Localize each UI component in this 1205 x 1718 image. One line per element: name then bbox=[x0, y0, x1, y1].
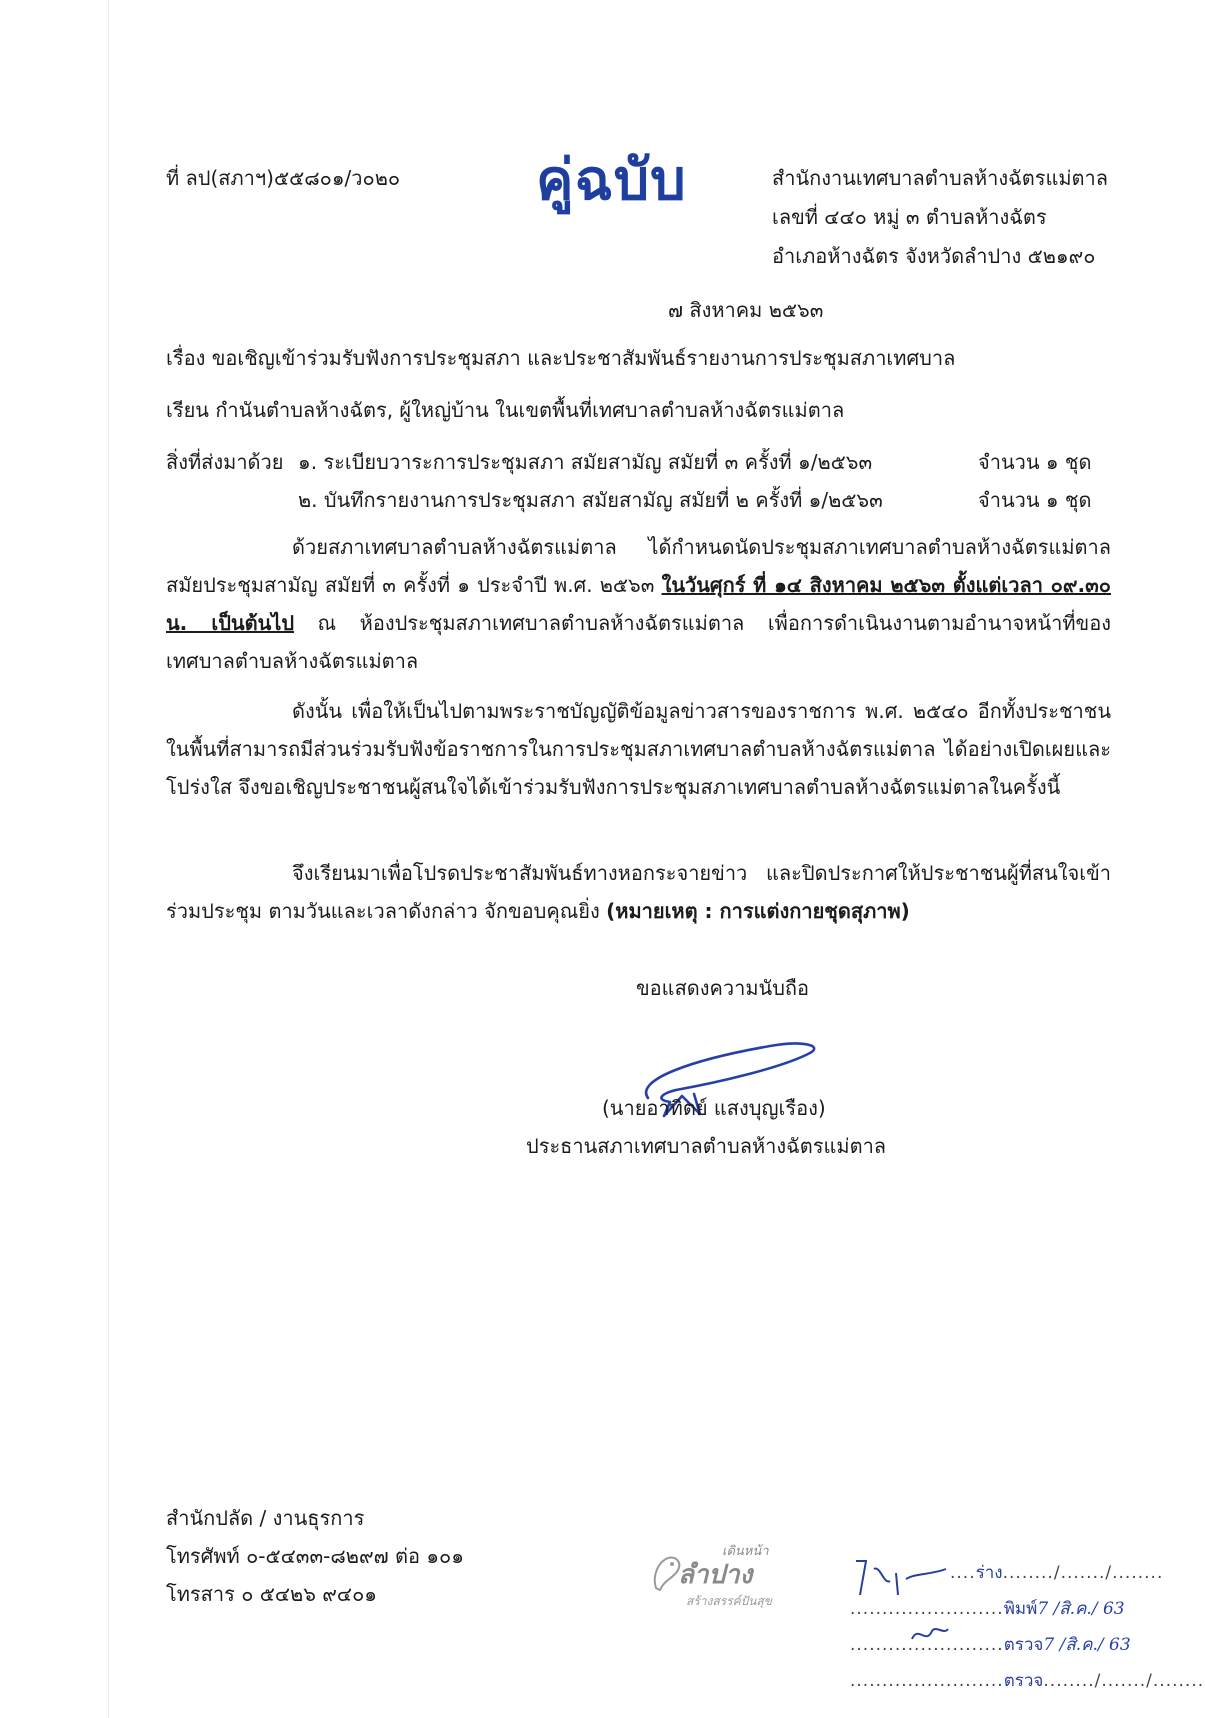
enclosure-qty-1: จำนวน ๑ ชุด bbox=[978, 450, 1092, 474]
initials-label-checked-2: ตรวจ bbox=[1003, 1671, 1044, 1691]
lampang-logo bbox=[650, 1540, 795, 1610]
scan-fold-line bbox=[108, 0, 109, 1718]
initials-value-checked-1: 7 /สิ.ค./ 63 bbox=[1043, 1635, 1131, 1655]
initials-row-draft: ....ร่าง......../......./........ bbox=[950, 1563, 1164, 1583]
closing-text: ขอแสดงความนับถือ bbox=[636, 976, 810, 1000]
recipient-line: เรียน กำนันตำบลห้างฉัตร, ผู้ใหญ่บ้าน ในเขตพื้นที่เทศบาลตำบลห้างฉัตรแม่ตาล bbox=[166, 398, 845, 422]
initial-scribble bbox=[850, 1555, 960, 1599]
initials-label-checked-1: ตรวจ bbox=[1003, 1635, 1044, 1655]
initials-label-typed: พิมพ์ bbox=[1003, 1599, 1038, 1619]
body-paragraph-2-text: ดังนั้น เพื่อให้เป็นไปตามพระราชบัญญัติข้อมูลข่าวสารของราชการ พ.ศ. ๒๕๔๐ อีกทั้งประชาชนในพื้นที่สามารถมีส่วนร่วมรับฟังข้อราชการในการประชุมสภาเทศบาลตำบลห้างฉัตรแม่ตาล ได้อย่างเปิดเผยและโปร่งใส จึงขอเชิญประชาชนผู้สนใจได้เข้าร่วมรับฟังการประชุมสภาเทศบาลตำบลห้างฉัตรแม่ตาลในครั้งนี้ bbox=[166, 699, 1111, 799]
initials-row-checked-1: ........................ตรวจ7 /สิ.ค./ 63 bbox=[850, 1635, 1131, 1655]
body-paragraph-1-text: ด้วยสภาเทศบาลตำบลห้างฉัตรแม่ตาล ได้กำหนดนัดประชุมสภาเทศบาลตำบลห้างฉัตรแม่ตาล สมัยประชุมสามัญ สมัยที่ ๓ ครั้งที่ ๑ ประจำปี พ.ศ. ๒๕๖๓ bbox=[166, 535, 1111, 597]
dress-code-note: (หมายเหตุ : การแต่งกายชุดสุภาพ) bbox=[606, 899, 910, 923]
office-line-1: สำนักงานเทศบาลตำบลห้างฉัตรแม่ตาล bbox=[772, 166, 1109, 190]
footer-fax: โทรสาร ๐ ๕๔๒๖ ๙๔๐๑ bbox=[166, 1582, 377, 1606]
office-line-3: อำเภอห้างฉัตร จังหวัดลำปาง ๕๒๑๙๐ bbox=[772, 244, 1096, 268]
body-paragraph-1 bbox=[166, 528, 1111, 680]
signer-title: ประธานสภาเทศบาลตำบลห้างฉัตรแม่ตาล bbox=[526, 1134, 887, 1158]
copy-stamp: คู่ฉบับ bbox=[536, 147, 687, 213]
letter-date: ๗ สิงหาคม ๒๕๖๓ bbox=[668, 298, 824, 322]
enclosures-label: สิ่งที่ส่งมาด้วย bbox=[166, 450, 284, 474]
initials-label-draft: ร่าง bbox=[975, 1563, 1003, 1583]
initials-row-typed: ........................พิมพ์7 /สิ.ค./ 63 bbox=[850, 1599, 1125, 1619]
logo-top-text: เดินหน้า bbox=[722, 1544, 769, 1559]
body-paragraph-1-text-end: ณ ห้องประชุมสภาเทศบาลตำบลห้างฉัตรแม่ตาล เพื่อการดำเนินงานตามอำนาจหน้าที่ของเทศบาลตำบลห้างฉัตรแม่ตาล bbox=[166, 611, 1111, 673]
enclosure-item-2: ๒. บันทึกรายงานการประชุมสภา สมัยสามัญ สมัยที่ ๒ ครั้งที่ ๑/๒๕๖๓ bbox=[298, 488, 883, 512]
body-paragraph-3 bbox=[166, 854, 1111, 930]
footer-phone: โทรศัพท์ ๐-๕๔๓๓-๘๒๙๗ ต่อ ๑๐๑ bbox=[166, 1544, 464, 1568]
reference-number: ที่ ลป(สภาฯ)๕๕๘๐๑/ว๐๒๐ bbox=[166, 166, 401, 190]
office-line-2: เลขที่ ๔๔๐ หมู่ ๓ ตำบลห้างฉัตร bbox=[772, 205, 1047, 229]
body-paragraph-3-text: จึงเรียนมาเพื่อโปรดประชาสัมพันธ์ทางหอกระจายข่าว และปิดประกาศให้ประชาชนผู้ที่สนใจเข้าร่วมประชุม ตามวันและเวลาดังกล่าว จักขอบคุณยิ่ง bbox=[166, 861, 1111, 923]
logo-bottom-text: สร้างสรรค์ปันสุข bbox=[686, 1594, 772, 1608]
logo-main-text: ลำปาง bbox=[678, 1560, 753, 1590]
approval-initials-block bbox=[850, 1555, 1205, 1705]
enclosure-qty-2: จำนวน ๑ ชุด bbox=[978, 488, 1092, 512]
enclosure-item-1: ๑. ระเบียบวาระการประชุมสภา สมัยสามัญ สมัยที่ ๓ ครั้งที่ ๑/๒๕๖๓ bbox=[298, 450, 873, 474]
initials-value-draft: ......../......./........ bbox=[1002, 1563, 1164, 1583]
signer-name: (นายอาทิตย์ แสงบุญเรือง) bbox=[602, 1096, 826, 1120]
footer-department: สำนักปลัด / งานธุรการ bbox=[166, 1506, 365, 1530]
meeting-datetime: ในวันศุกร์ ที่ ๑๔ สิงหาคม ๒๕๖๓ ตั้งแต่เวลา ๐๙.๓๐ น. เป็นต้นไป bbox=[166, 573, 1112, 635]
body-paragraph-2 bbox=[166, 692, 1111, 806]
initials-row-checked-2: ........................ตรวจ......../......./........ bbox=[850, 1671, 1205, 1691]
initials-value-checked-2: ......../......./........ bbox=[1043, 1671, 1205, 1691]
subject-line: เรื่อง ขอเชิญเข้าร่วมรับฟังการประชุมสภา และประชาสัมพันธ์รายงานการประชุมสภาเทศบาล bbox=[166, 346, 956, 370]
initials-value-typed: 7 /สิ.ค./ 63 bbox=[1037, 1599, 1125, 1619]
